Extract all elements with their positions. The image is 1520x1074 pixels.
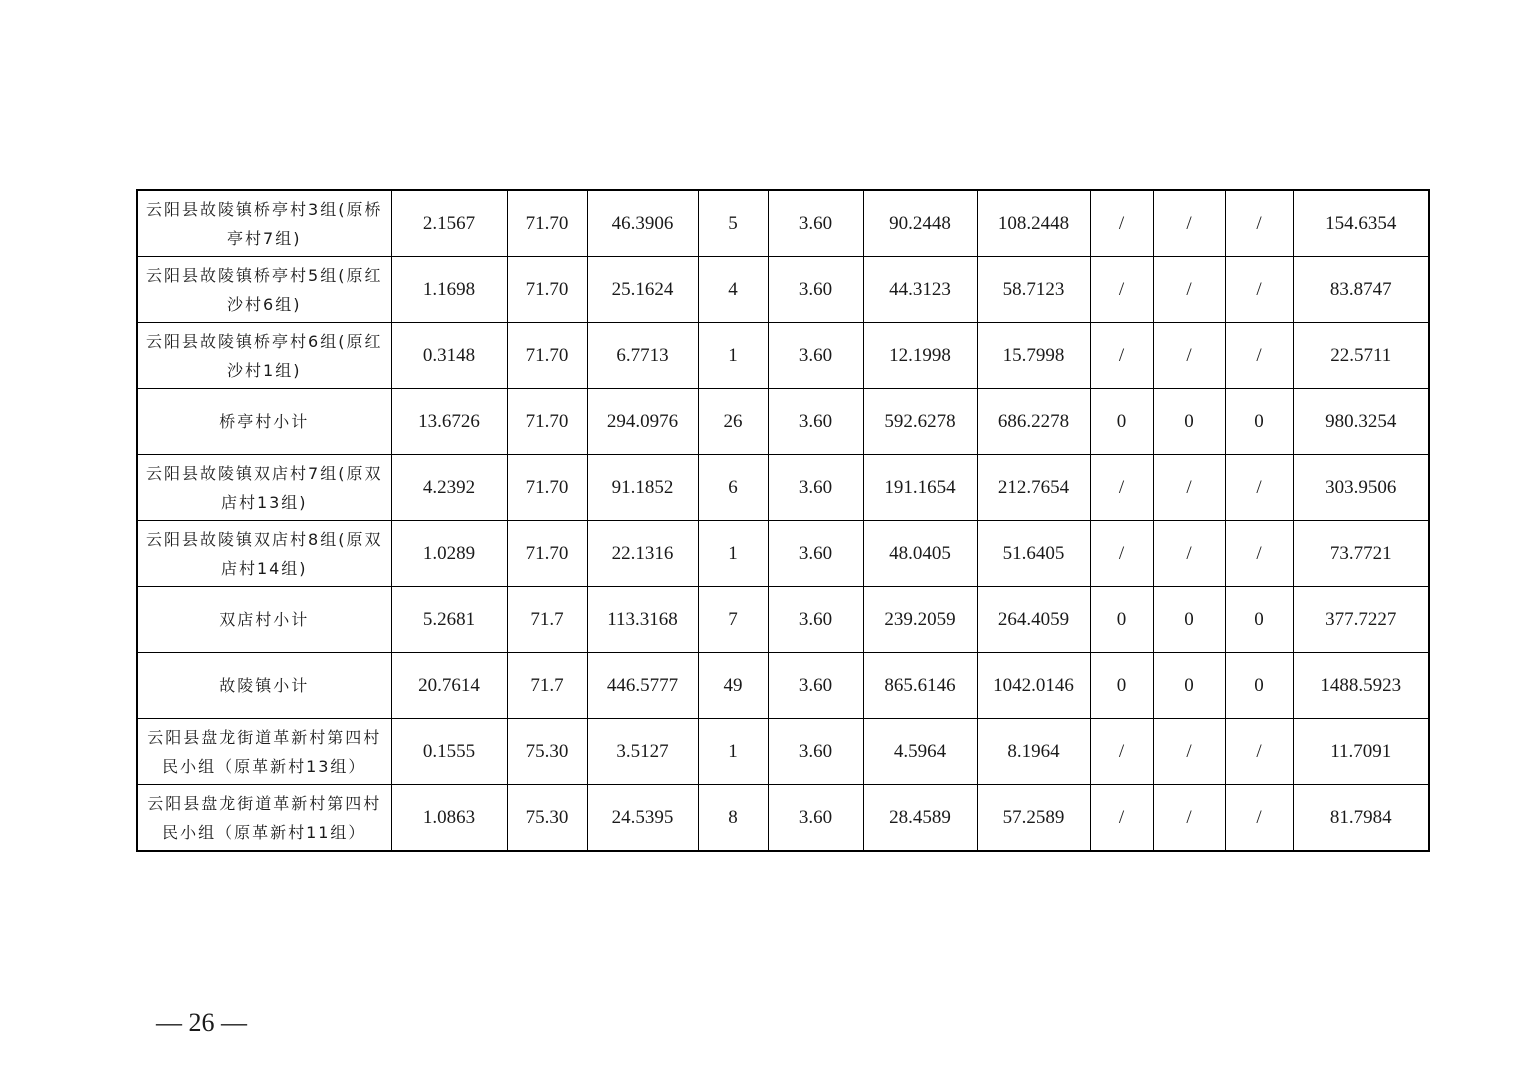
table-cell: 0 bbox=[1225, 389, 1293, 455]
table-row bbox=[137, 455, 1429, 521]
table-cell: / bbox=[1090, 719, 1153, 785]
table-cell: 1.1698 bbox=[391, 257, 507, 323]
table-cell: 0.3148 bbox=[391, 323, 507, 389]
row-label-cell: 云阳县盘龙街道革新村第四村民小组（原革新村11组） bbox=[137, 785, 391, 852]
table-cell: 239.2059 bbox=[863, 587, 977, 653]
table-cell: 0 bbox=[1090, 389, 1153, 455]
table-cell: / bbox=[1225, 521, 1293, 587]
table-cell: / bbox=[1153, 190, 1225, 257]
table-cell: 75.30 bbox=[507, 719, 587, 785]
table-cell: / bbox=[1153, 521, 1225, 587]
table-cell: 3.5127 bbox=[587, 719, 698, 785]
page-number: — 26 — bbox=[156, 1008, 247, 1037]
table-cell: / bbox=[1090, 521, 1153, 587]
table-row bbox=[137, 653, 1429, 719]
table-cell: 7 bbox=[698, 587, 768, 653]
table-cell: 5.2681 bbox=[391, 587, 507, 653]
table-row bbox=[137, 257, 1429, 323]
table-cell: / bbox=[1090, 455, 1153, 521]
row-label-cell: 桥亭村小计 bbox=[137, 389, 391, 455]
table-cell: 3.60 bbox=[768, 190, 863, 257]
table-cell: / bbox=[1090, 785, 1153, 852]
table-cell: 81.7984 bbox=[1293, 785, 1429, 852]
table-cell: 6 bbox=[698, 455, 768, 521]
table-row bbox=[137, 587, 1429, 653]
table-cell: 11.7091 bbox=[1293, 719, 1429, 785]
table-cell: 980.3254 bbox=[1293, 389, 1429, 455]
table-cell: 303.9506 bbox=[1293, 455, 1429, 521]
table-cell: 3.60 bbox=[768, 455, 863, 521]
table-cell: 15.7998 bbox=[977, 323, 1090, 389]
table-cell: 28.4589 bbox=[863, 785, 977, 852]
table-cell: 1488.5923 bbox=[1293, 653, 1429, 719]
table-cell: 3.60 bbox=[768, 323, 863, 389]
table-row bbox=[137, 323, 1429, 389]
table-cell: 154.6354 bbox=[1293, 190, 1429, 257]
table-cell: 51.6405 bbox=[977, 521, 1090, 587]
table-cell: / bbox=[1153, 323, 1225, 389]
table-cell: 24.5395 bbox=[587, 785, 698, 852]
table-cell: 3.60 bbox=[768, 389, 863, 455]
table-cell: 865.6146 bbox=[863, 653, 977, 719]
table-cell: 1.0289 bbox=[391, 521, 507, 587]
table-cell: / bbox=[1090, 323, 1153, 389]
table-cell: 1 bbox=[698, 719, 768, 785]
table-cell: 71.70 bbox=[507, 323, 587, 389]
row-label-cell: 故陵镇小计 bbox=[137, 653, 391, 719]
table-cell: 4.5964 bbox=[863, 719, 977, 785]
table-cell: 6.7713 bbox=[587, 323, 698, 389]
table-cell: / bbox=[1090, 257, 1153, 323]
table-cell: / bbox=[1225, 455, 1293, 521]
table-cell: 22.5711 bbox=[1293, 323, 1429, 389]
table-row bbox=[137, 521, 1429, 587]
table-cell: 4.2392 bbox=[391, 455, 507, 521]
row-label-cell: 云阳县故陵镇桥亭村3组(原桥亭村7组) bbox=[137, 190, 391, 257]
table-cell: 5 bbox=[698, 190, 768, 257]
row-label-cell: 云阳县故陵镇双店村8组(原双店村14组) bbox=[137, 521, 391, 587]
table-cell: 0 bbox=[1090, 587, 1153, 653]
table-cell: 91.1852 bbox=[587, 455, 698, 521]
table-row bbox=[137, 389, 1429, 455]
table-cell: 3.60 bbox=[768, 587, 863, 653]
table-cell: / bbox=[1225, 719, 1293, 785]
table-cell: 71.70 bbox=[507, 389, 587, 455]
table-cell: / bbox=[1153, 455, 1225, 521]
table-cell: / bbox=[1153, 785, 1225, 852]
table-cell: 58.7123 bbox=[977, 257, 1090, 323]
table-cell: 1 bbox=[698, 323, 768, 389]
table-cell: 46.3906 bbox=[587, 190, 698, 257]
table-row bbox=[137, 190, 1429, 257]
table-row bbox=[137, 785, 1429, 852]
table-cell: 0 bbox=[1153, 587, 1225, 653]
table-cell: / bbox=[1225, 785, 1293, 852]
table-cell: 22.1316 bbox=[587, 521, 698, 587]
row-label-cell: 双店村小计 bbox=[137, 587, 391, 653]
table-cell: 212.7654 bbox=[977, 455, 1090, 521]
table-cell: / bbox=[1153, 719, 1225, 785]
table-cell: / bbox=[1153, 257, 1225, 323]
table-cell: 3.60 bbox=[768, 521, 863, 587]
table-cell: 0.1555 bbox=[391, 719, 507, 785]
table-row bbox=[137, 719, 1429, 785]
table-cell: 71.70 bbox=[507, 257, 587, 323]
table-cell: 75.30 bbox=[507, 785, 587, 852]
table-cell: 0 bbox=[1225, 653, 1293, 719]
table-cell: / bbox=[1090, 190, 1153, 257]
table-cell: 294.0976 bbox=[587, 389, 698, 455]
table-cell: 446.5777 bbox=[587, 653, 698, 719]
row-label-cell: 云阳县故陵镇桥亭村5组(原红沙村6组) bbox=[137, 257, 391, 323]
table-cell: 20.7614 bbox=[391, 653, 507, 719]
table-cell: 108.2448 bbox=[977, 190, 1090, 257]
table-cell: 377.7227 bbox=[1293, 587, 1429, 653]
table-cell: 113.3168 bbox=[587, 587, 698, 653]
table-cell: 0 bbox=[1225, 587, 1293, 653]
table-cell: 686.2278 bbox=[977, 389, 1090, 455]
table-cell: 12.1998 bbox=[863, 323, 977, 389]
table-cell: 191.1654 bbox=[863, 455, 977, 521]
table-cell: 0 bbox=[1153, 389, 1225, 455]
table-cell: 592.6278 bbox=[863, 389, 977, 455]
table-cell: 57.2589 bbox=[977, 785, 1090, 852]
table-cell: 44.3123 bbox=[863, 257, 977, 323]
table-cell: 25.1624 bbox=[587, 257, 698, 323]
table-cell: 3.60 bbox=[768, 785, 863, 852]
row-label-cell: 云阳县故陵镇双店村7组(原双店村13组) bbox=[137, 455, 391, 521]
table-cell: 71.7 bbox=[507, 587, 587, 653]
table-cell: 1042.0146 bbox=[977, 653, 1090, 719]
table-cell: 8.1964 bbox=[977, 719, 1090, 785]
row-label-cell: 云阳县故陵镇桥亭村6组(原红沙村1组) bbox=[137, 323, 391, 389]
table-cell: 71.70 bbox=[507, 521, 587, 587]
table-cell: 0 bbox=[1153, 653, 1225, 719]
table-cell: 71.70 bbox=[507, 455, 587, 521]
table-cell: 48.0405 bbox=[863, 521, 977, 587]
row-label-cell: 云阳县盘龙街道革新村第四村民小组（原革新村13组） bbox=[137, 719, 391, 785]
table-cell: 1 bbox=[698, 521, 768, 587]
data-table bbox=[136, 189, 1430, 852]
table-cell: 3.60 bbox=[768, 719, 863, 785]
table-cell: 2.1567 bbox=[391, 190, 507, 257]
table-cell: / bbox=[1225, 323, 1293, 389]
table-cell: 73.7721 bbox=[1293, 521, 1429, 587]
table-cell: 83.8747 bbox=[1293, 257, 1429, 323]
table-cell: 3.60 bbox=[768, 653, 863, 719]
table-cell: 1.0863 bbox=[391, 785, 507, 852]
table-cell: 26 bbox=[698, 389, 768, 455]
table-cell: 264.4059 bbox=[977, 587, 1090, 653]
table-cell: 8 bbox=[698, 785, 768, 852]
table-cell: 49 bbox=[698, 653, 768, 719]
table-cell: 0 bbox=[1090, 653, 1153, 719]
table-cell: / bbox=[1225, 190, 1293, 257]
table-cell: 71.70 bbox=[507, 190, 587, 257]
table-cell: 4 bbox=[698, 257, 768, 323]
table-cell: 90.2448 bbox=[863, 190, 977, 257]
table-body bbox=[137, 190, 1429, 851]
table-cell: 13.6726 bbox=[391, 389, 507, 455]
table-cell: 71.7 bbox=[507, 653, 587, 719]
table-cell: / bbox=[1225, 257, 1293, 323]
table-cell: 3.60 bbox=[768, 257, 863, 323]
